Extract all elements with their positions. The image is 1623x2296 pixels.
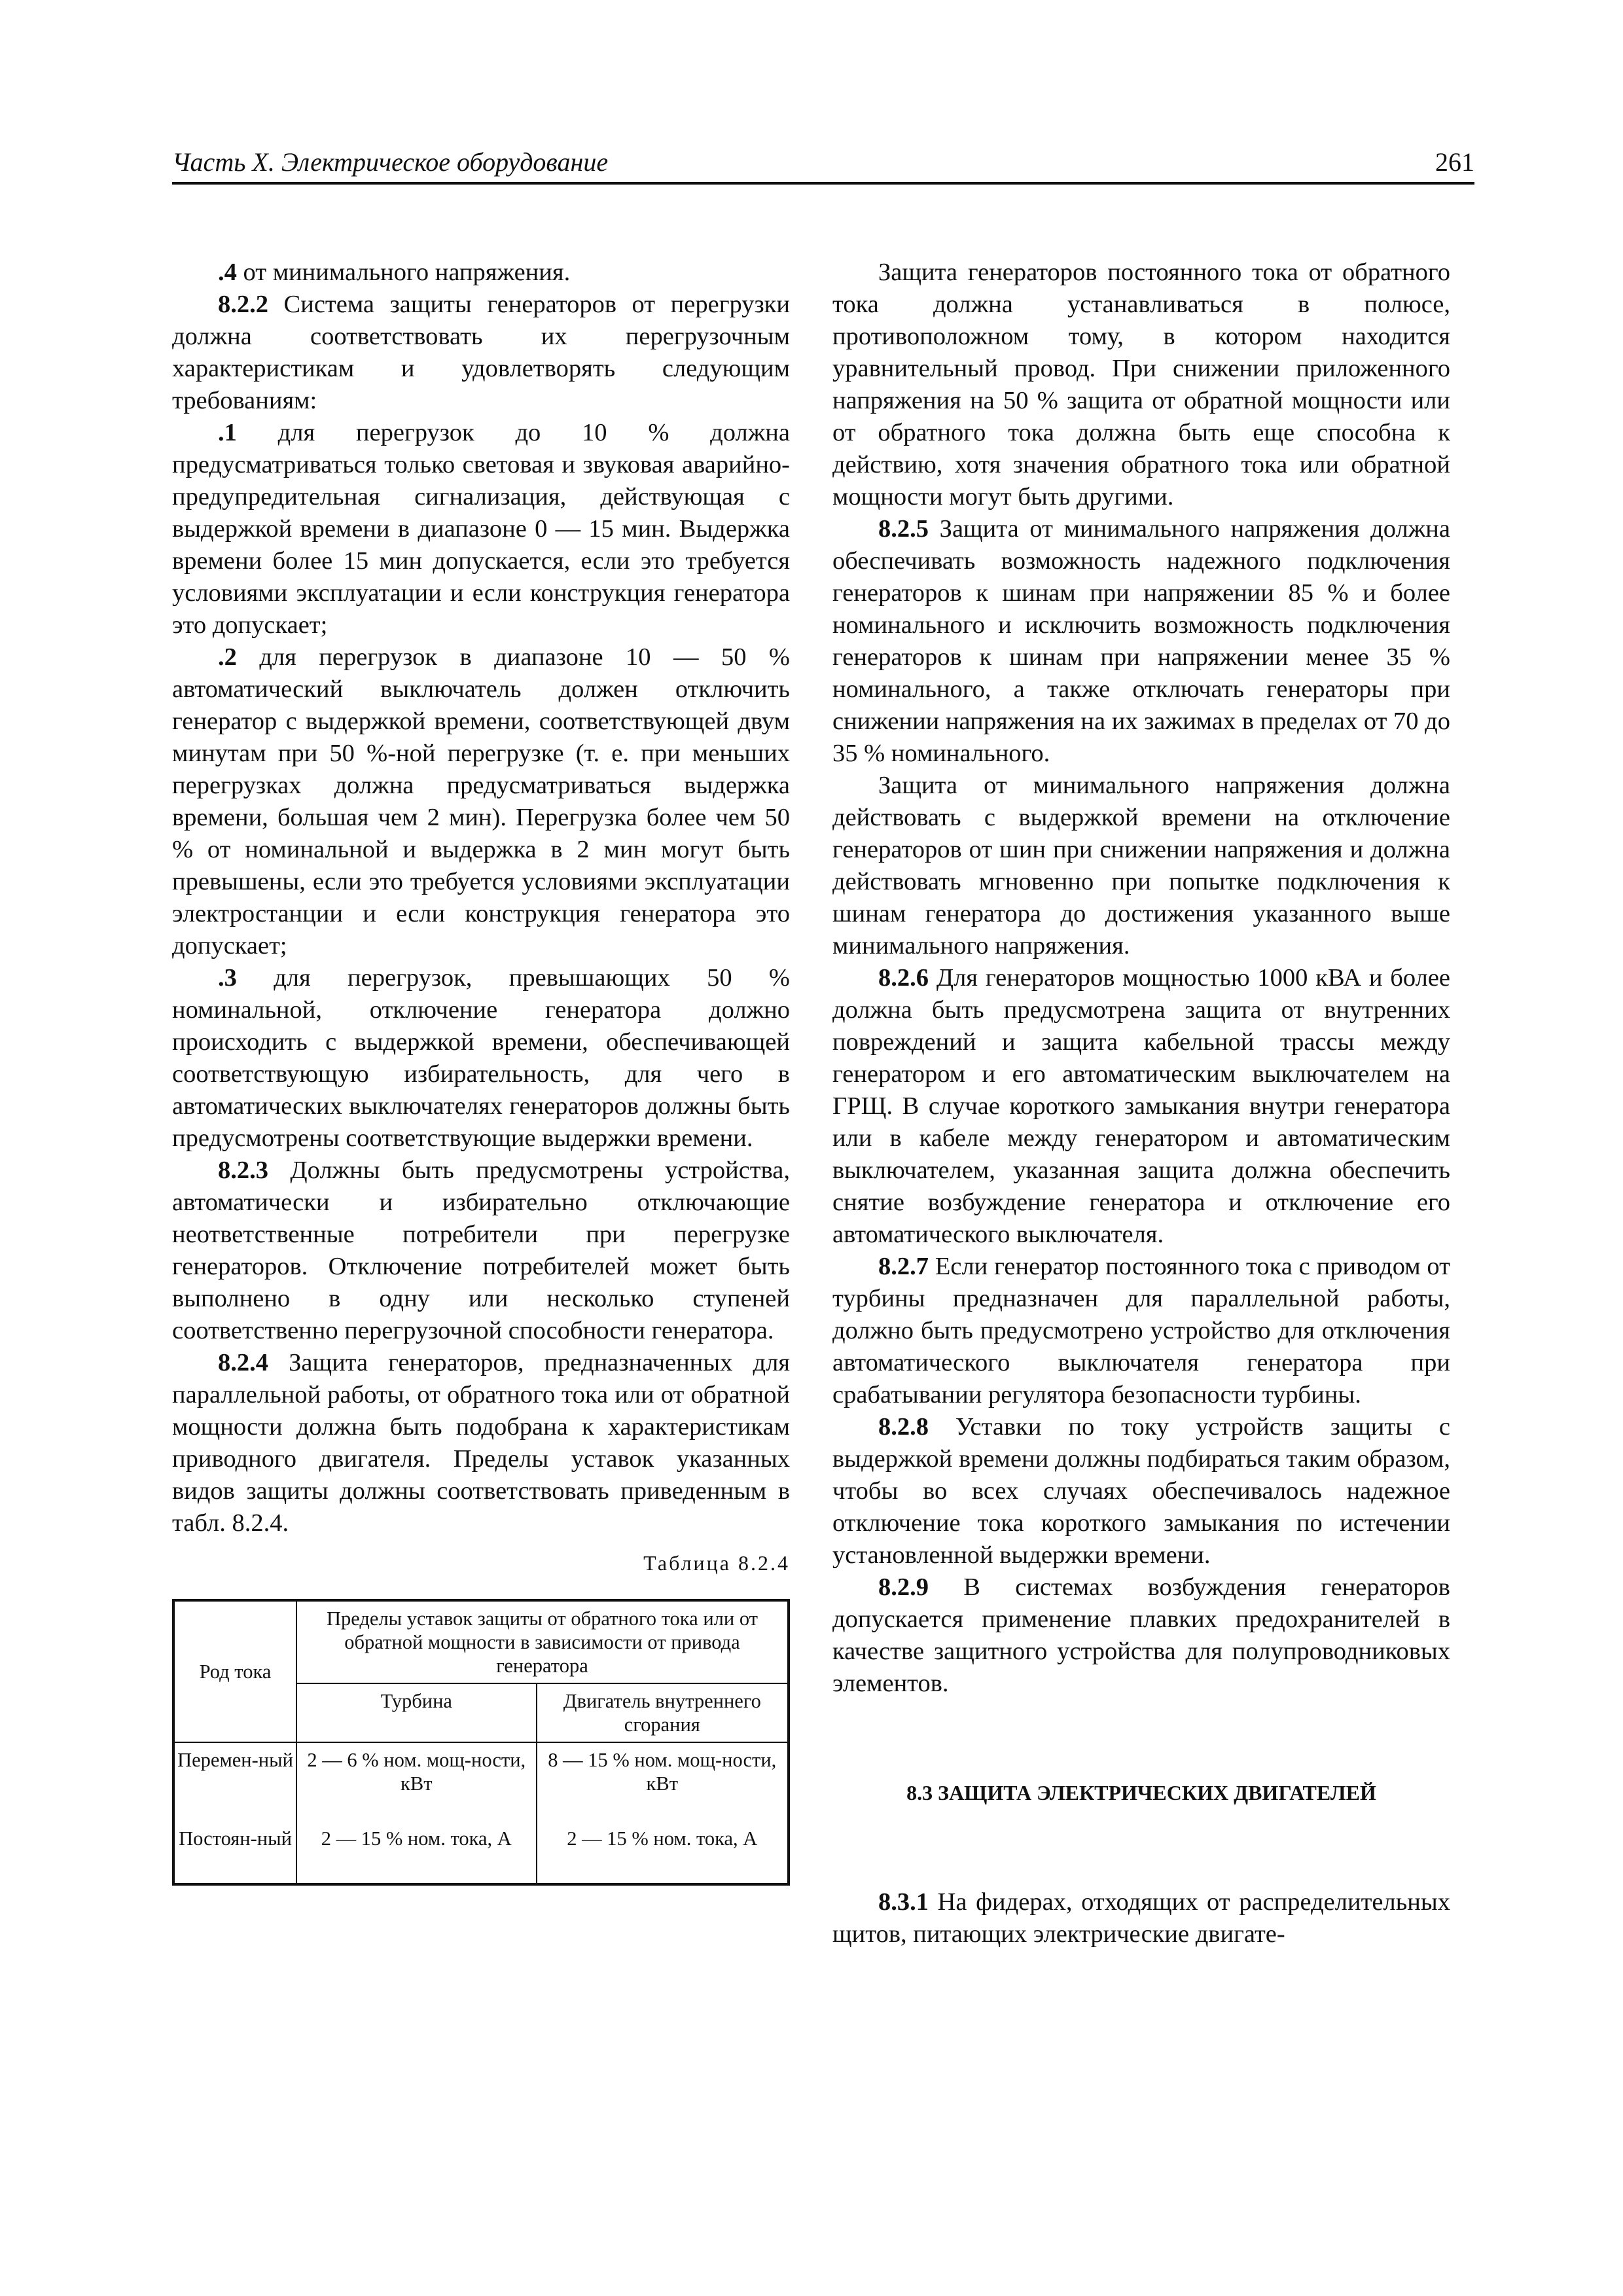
paragraph-text: На фидерах, отходящих от распределительных щитов, питающих электрические двигате- (832, 1888, 1450, 1948)
paragraph-text: для перегрузок до 10 % должна предусматриваться только световая и звуковая аварийно-предупредительная сигнализация, действующая с выдержкой времени в диапазоне 0 — 15 мин. Выдержка времени более 15 мин допускается, если это требуется условиями эксплуатации и если конструкция генератора это допускает; (172, 419, 790, 639)
paragraph (172, 417, 790, 641)
column-header-limits: Пределы уставок защиты от обратного тока или от обратной мощности в зависимости от привода генератора (296, 1600, 789, 1683)
column-header-engine: Двигатель внутреннего сгорания (537, 1683, 789, 1742)
paragraph (172, 1347, 790, 1539)
paragraph (832, 1251, 1450, 1411)
column-header-turbine: Турбина (296, 1683, 537, 1742)
table-row (173, 1742, 789, 1801)
engine-cell: 2 — 15 % ном. тока, А (537, 1801, 789, 1884)
paragraph-text: Система защиты генераторов от перегрузки должна соответствовать их перегрузочным характеристикам и удовлетворять следующим требованиям: (172, 291, 790, 414)
protection-settings-table (172, 1599, 790, 1886)
clause-number: 8.2.8 (878, 1413, 929, 1441)
clause-number: 8.2.3 (218, 1157, 268, 1184)
running-title: Часть X. Электрическое оборудование (172, 147, 609, 177)
table-caption: Таблица 8.2.4 (643, 1551, 790, 1575)
paragraph-text: Для генераторов мощностью 1000 кВА и более должна быть предусмотрена защита от внутренних повреждений и защита кабельной трассы между генератором и его автоматическим выключателем на ГРЩ. В случае короткого замыкания внутри генератора или в кабеле между генератором и автоматическим выключателем, указанная защита должна обеспечить снятие возбуждение генератора и отключение его автоматического выключателя. (832, 964, 1450, 1248)
paragraph-text: Защита генераторов постоянного тока от обратного тока должна устанавливаться в полюсе, противоположном тому, в котором находится уравнительный провод. При снижении приложенного напряжения на 50 % защита от обратной мощности или от обратного тока должна быть еще способна к действию, хотя значения обратного тока или обратной мощности могут быть другими. (832, 259, 1450, 511)
current-type-cell: Постоян-ный (173, 1801, 296, 1884)
clause-number: 8.2.4 (218, 1349, 268, 1376)
paragraph (172, 289, 790, 417)
clause-number: .1 (218, 419, 237, 446)
clause-number: 8.2.2 (218, 291, 268, 318)
turbine-cell: 2 — 15 % ном. тока, А (296, 1801, 537, 1884)
paragraph-text: для перегрузок в диапазоне 10 — 50 % автоматический выключатель должен отключить генератор с выдержкой времени, соответствующей двум минутам при 50 %-ной перегрузке (т. е. при меньших перегрузках должна предусматриваться выдержка времени, большая чем 2 мин). Перегрузка более чем 50 % от номинальной и выдержка в 2 мин могут быть превышены, если это требуется условиями эксплуатации электростанции и если конструкция генератора это допускает; (172, 643, 790, 960)
section-heading: 8.3 ЗАЩИТА ЭЛЕКТРИЧЕСКИХ ДВИГАТЕЛЕЙ (906, 1781, 1376, 1804)
clause-number: .3 (218, 964, 237, 992)
clause-number: 8.3.1 (878, 1888, 929, 1916)
paragraph-text: Если генератор постоянного тока с приводом от турбины предназначен для параллельной работы, должно быть предусмотрено устройство для отключения автоматического выключателя генератора при срабатывании регулятора безопасности турбины. (832, 1253, 1450, 1408)
clause-number: 8.2.6 (878, 964, 929, 992)
clause-number: .2 (218, 643, 237, 671)
page-header (172, 143, 1474, 185)
paragraph (172, 641, 790, 962)
paragraph-text: для перегрузок, превышающих 50 % номинальной, отключение генератора должно происходить с выдержкой времени, обеспечивающей соответствующую избирательность, для чего в автоматических выключателях генераторов должны быть предусмотрены соответствующие выдержки времени. (172, 964, 790, 1152)
current-type-cell: Перемен-ный (173, 1742, 296, 1801)
paragraph-text: В системах возбуждения генераторов допускается применение плавких предохранителей в качестве защитного устройства для полупроводниковых элементов. (832, 1573, 1450, 1697)
paragraph (172, 1155, 790, 1347)
paragraph (172, 257, 790, 289)
paragraph (832, 1886, 1450, 1950)
clause-number: 8.2.5 (878, 515, 929, 543)
paragraph (172, 962, 790, 1155)
paragraph-text: Должны быть предусмотрены устройства, автоматически и избирательно отключающие неответственные потребители при перегрузке генераторов. Отключение потребителей может быть выполнено в одну или несколько ступеней соответственно перегрузочной способности генератора. (172, 1157, 790, 1344)
paragraph (832, 1411, 1450, 1571)
left-column (172, 257, 790, 1886)
paragraph-text: Защита генераторов, предназначенных для параллельной работы, от обратного тока или от обратной мощности должна быть подобрана к характеристикам приводного двигателя. Пределы уставок указанных видов защиты должны соответствовать приведенным в табл. 8.2.4. (172, 1349, 790, 1537)
table-row (173, 1801, 789, 1884)
column-header-current-type: Род тока (173, 1600, 296, 1742)
paragraph (832, 770, 1450, 962)
paragraph-text: Уставки по току устройств защиты с выдержкой времени должны подбираться таким образом, чтобы во всех случаях обеспечивалось надежное отключение тока короткого замыкания по истечении установленной выдержки времени. (832, 1413, 1450, 1569)
turbine-cell: 2 — 6 % ном. мощ-ности, кВт (296, 1742, 537, 1801)
clause-number: .4 (218, 259, 237, 286)
clause-number: 8.2.7 (878, 1253, 929, 1280)
right-column (832, 257, 1450, 1950)
page-number: 261 (1435, 147, 1474, 177)
paragraph (832, 513, 1450, 770)
paragraph-text: Защита от минимального напряжения должна обеспечивать возможность надежного подключения генераторов к шинам при напряжении 85 % и более номинального и исключить возможность подключения генераторов к шинам при напряжении менее 35 % номинального, а также отключать генераторы при снижении напряжения на их зажимах в пределах от 70 до 35 % номинального. (832, 515, 1450, 767)
paragraph-text: Защита от минимального напряжения должна действовать с выдержкой времени на отключение генераторов от шин при снижении напряжения и должна действовать мгновенно при попытке подключения к шинам генератора до достижения указанного выше минимального напряжения. (832, 772, 1450, 960)
paragraph-text: от минимального напряжения. (236, 259, 571, 286)
paragraph (832, 1571, 1450, 1700)
clause-number: 8.2.9 (878, 1573, 929, 1601)
paragraph (832, 257, 1450, 513)
paragraph (832, 962, 1450, 1251)
engine-cell: 8 — 15 % ном. мощ-ности, кВт (537, 1742, 789, 1801)
